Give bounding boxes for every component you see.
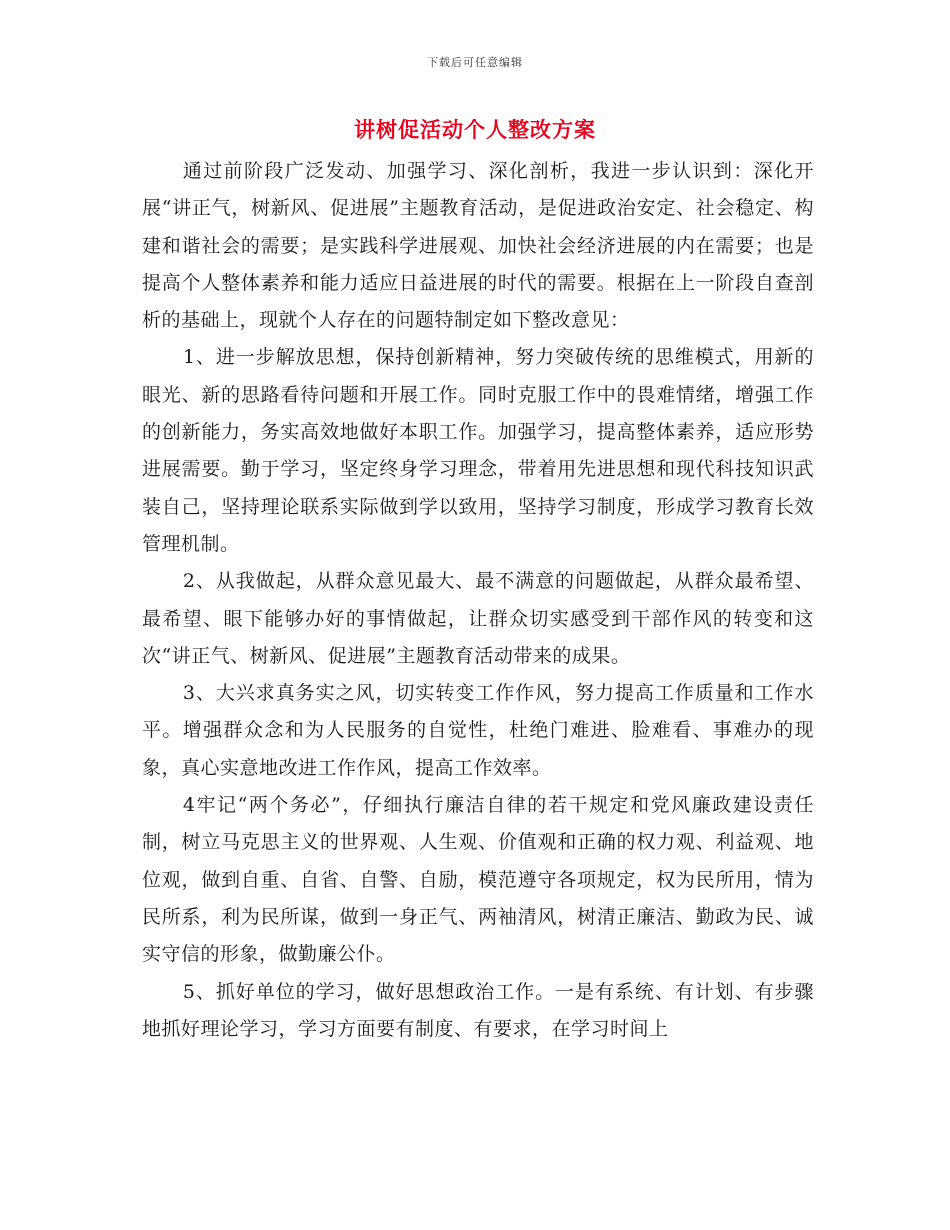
document-title: 讲树促活动个人整改方案 [354, 117, 596, 142]
page-header-note: 下载后可任意编辑 [427, 56, 523, 69]
paragraph-intro: 通过前阶段广泛发动、加强学习、深化剖析，我进一步认识到：深化开展“讲正气，树新风、促进展”主题教育活动，是促进政治安定、社会稳定、构建和谐社会的需要；是实践科学进展观、加快社会经济进展的内在需要；也是提高个人整体素养和能力适应日益进展的时代的需要。根据在上一阶段自查剖析的基础上，现就个人存在的问题特制定如下整改意见： [142, 160, 814, 332]
paragraph-item-4: 4牢记“两个务必”，仔细执行廉洁自律的若干规定和党风廉政建设责任制，树立马克思主义的世界观、人生观、价值观和正确的权力观、利益观、地位观，做到自重、自省、自警、自励，模范遵守各项规定，权为民所用，情为民所系，利为民所谋，做到一身正气、两袖清风，树清正廉洁、勤政为民、诚实守信的形象，做勤廉公仆。 [142, 794, 814, 966]
paragraph-item-3: 3、大兴求真务实之风，切实转变工作作风，努力提高工作质量和工作水平。增强群众念和为人民服务的自觉性，杜绝门难进、脸难看、事难办的现象，真心实意地改进工作作风，提高工作效率。 [142, 682, 814, 779]
paragraph-item-5: 5、抓好单位的学习，做好思想政治工作。一是有系统、有计划、有步骤地抓好理论学习，学习方面要有制度、有要求，在学习时间上 [142, 980, 814, 1040]
document-body [142, 153, 814, 1048]
paragraph-item-1: 1、进一步解放思想，保持创新精神，努力突破传统的思维模式，用新的眼光、新的思路看待问题和开展工作。同时克服工作中的畏难情绪，增强工作的创新能力，务实高效地做好本职工作。加强学习，提高整体素养，适应形势进展需要。勤于学习，坚定终身学习理念，带着用先进思想和现代科技知识武装自己，坚持理论联系实际做到学以致用，坚持学习制度，形成学习教育长效管理机制。 [142, 346, 814, 555]
paragraph-item-2: 2、从我做起，从群众意见最大、最不满意的问题做起，从群众最希望、最希望、眼下能够办好的事情做起，让群众切实感受到干部作风的转变和这次“讲正气、树新风、促进展”主题教育活动带来的成果。 [142, 570, 814, 667]
